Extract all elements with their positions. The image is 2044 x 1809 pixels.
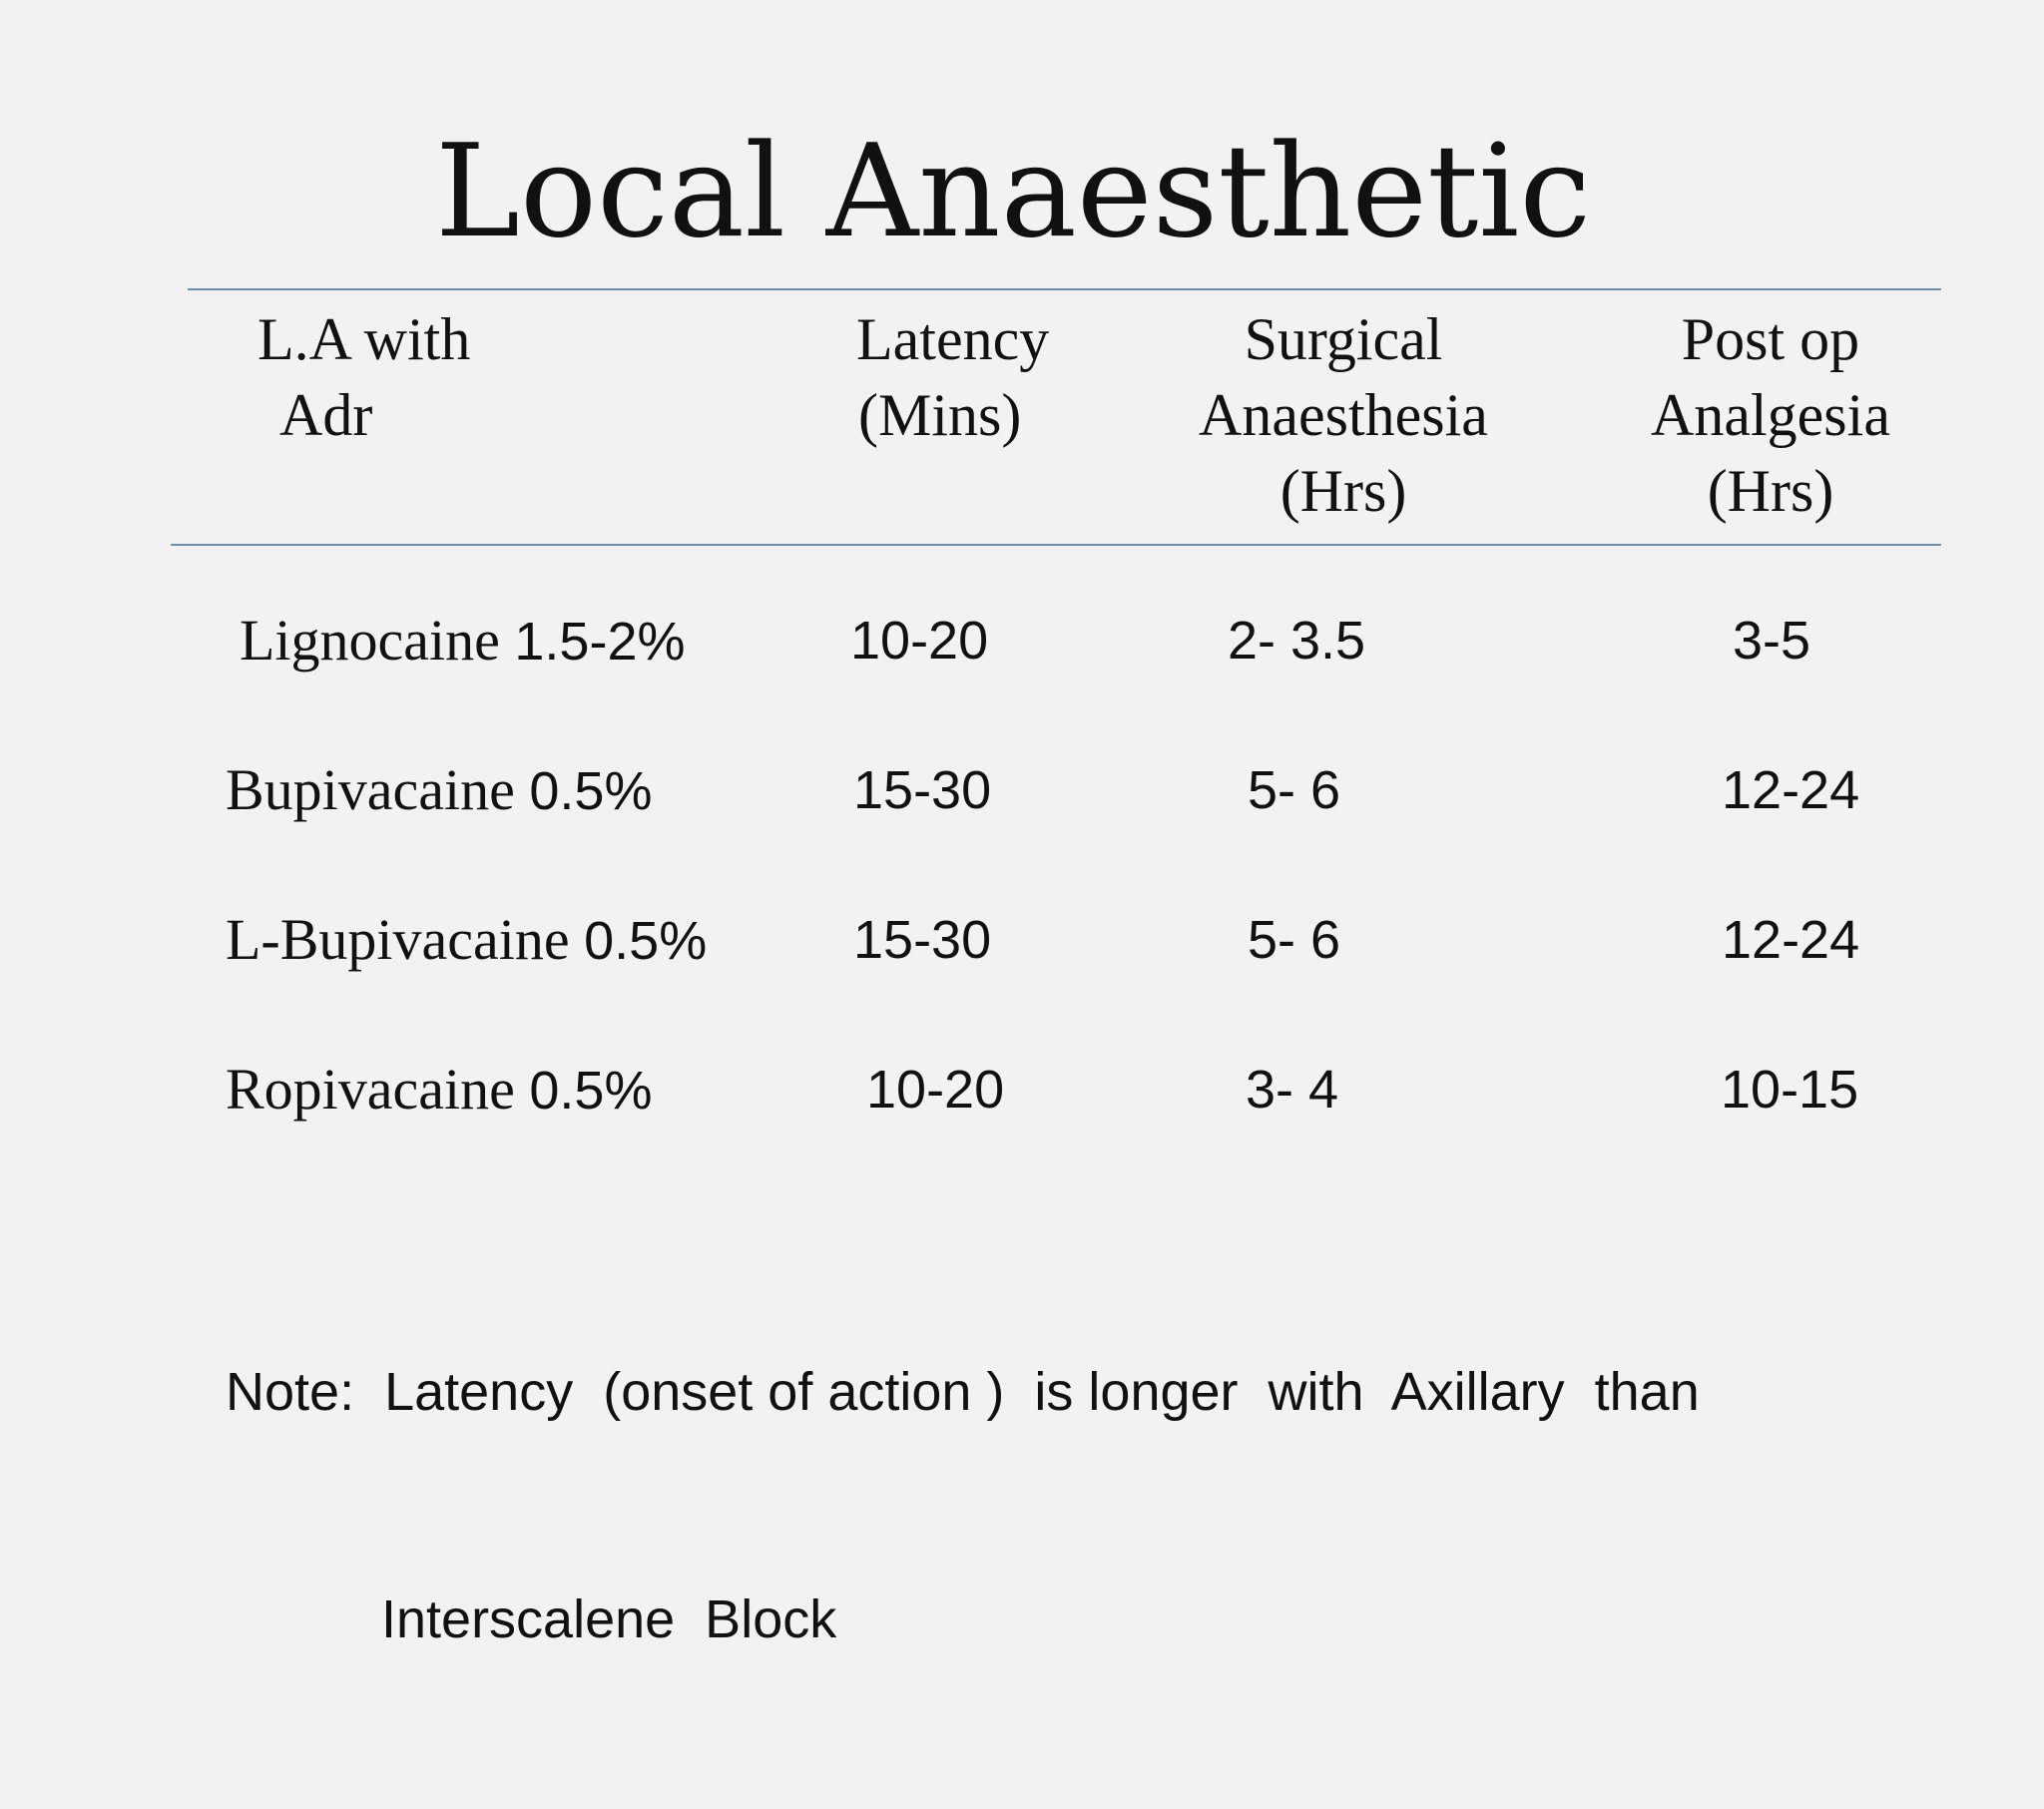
surgical-value: 5- 6 bbox=[1248, 910, 1341, 970]
latency-value: 15-30 bbox=[853, 760, 992, 820]
header-la-with-adr bbox=[257, 301, 470, 453]
header-postop-line3: (Hrs) bbox=[1707, 458, 1834, 524]
postop-value: 12-24 bbox=[1722, 760, 1860, 820]
table-top-rule bbox=[188, 288, 1941, 290]
header-surgical-anaesthesia bbox=[1194, 301, 1493, 529]
surgical-value: 2- 3.5 bbox=[1228, 611, 1366, 671]
header-latency bbox=[856, 301, 1049, 453]
drug-concentration: 0.5% bbox=[529, 1061, 653, 1121]
row-drug-name bbox=[226, 755, 652, 826]
header-postop-analgesia bbox=[1647, 301, 1894, 529]
footnote bbox=[226, 1202, 1700, 1809]
row-drug-name bbox=[226, 1055, 652, 1126]
slide-title: Local Anaesthetic bbox=[435, 118, 1591, 266]
header-surgical-line2: Anaesthesia bbox=[1199, 382, 1488, 448]
surgical-value: 5- 6 bbox=[1248, 760, 1341, 820]
postop-value: 10-15 bbox=[1721, 1060, 1859, 1120]
latency-value: 10-20 bbox=[866, 1060, 1005, 1120]
row-drug-name bbox=[240, 606, 686, 677]
postop-value: 12-24 bbox=[1722, 910, 1860, 970]
drug-label: Bupivacaine bbox=[226, 757, 515, 822]
drug-concentration: 0.5% bbox=[529, 761, 653, 821]
surgical-value: 3- 4 bbox=[1246, 1060, 1339, 1120]
header-surgical-line1: Surgical bbox=[1244, 306, 1443, 372]
table-header-rule bbox=[171, 544, 1941, 546]
header-postop-line1: Post op bbox=[1681, 306, 1860, 372]
drug-concentration: 1.5-2% bbox=[514, 612, 686, 672]
footnote-line1: Note: Latency (onset of action ) is longer with Axillary than bbox=[226, 1362, 1700, 1422]
drug-concentration: 0.5% bbox=[584, 911, 708, 971]
header-latency-line1: Latency bbox=[856, 306, 1050, 372]
row-drug-name bbox=[226, 905, 707, 976]
footnote-line2: Interscalene Block bbox=[381, 1589, 837, 1649]
header-la-line2: Adr bbox=[279, 382, 373, 448]
header-surgical-line3: (Hrs) bbox=[1279, 458, 1407, 524]
postop-value: 3-5 bbox=[1733, 611, 1811, 671]
latency-value: 10-20 bbox=[850, 611, 989, 671]
header-la-line1: L.A with bbox=[257, 306, 471, 372]
latency-value: 15-30 bbox=[853, 910, 992, 970]
drug-label: Lignocaine bbox=[240, 608, 500, 673]
drug-label: Ropivacaine bbox=[226, 1057, 515, 1122]
drug-label: L-Bupivacaine bbox=[226, 907, 570, 972]
header-postop-line2: Analgesia bbox=[1651, 382, 1890, 448]
header-latency-line2: (Mins) bbox=[858, 382, 1022, 448]
